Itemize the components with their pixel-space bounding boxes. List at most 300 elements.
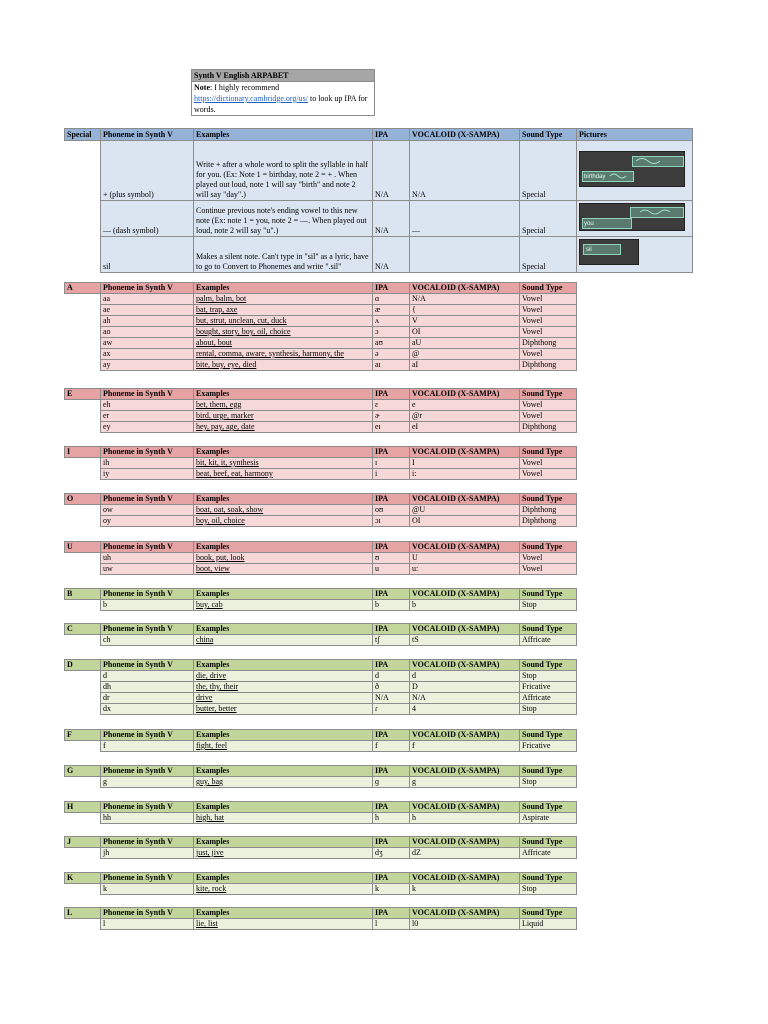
header-sound-type: Sound Type	[520, 624, 577, 635]
sound-type-cell: Vowel	[520, 305, 577, 316]
phoneme-cell: d	[101, 671, 194, 682]
header-sound-type: Sound Type	[520, 837, 577, 848]
sound-type-cell: Diphthong	[520, 360, 577, 371]
ipa-cell: N/A	[373, 141, 410, 201]
birthday-note-screenshot	[579, 151, 685, 187]
examples-cell: kite, rock	[194, 884, 373, 895]
header-vocaloid: VOCALOID (X-SAMPA)	[410, 730, 520, 741]
phoneme-cell: er	[101, 411, 194, 422]
vocaloid-cell: f	[410, 741, 520, 752]
phoneme-cell: g	[101, 777, 194, 788]
phoneme-cell: f	[101, 741, 194, 752]
examples-cell: boy, oil, choice	[194, 516, 373, 527]
examples-cell: drive	[194, 693, 373, 704]
header-vocaloid: VOCALOID (X-SAMPA)	[410, 624, 520, 635]
table-row	[65, 741, 577, 752]
phoneme-cell: ey	[101, 422, 194, 433]
sound-type-cell: Aspirate	[520, 813, 577, 824]
header-phoneme: Phoneme in Synth V	[101, 494, 194, 505]
table-row	[65, 316, 577, 327]
pictures-cell	[577, 237, 693, 273]
phoneme-cell: hh	[101, 813, 194, 824]
vocaloid-cell: l0	[410, 919, 520, 930]
header-sound-type: Sound Type	[520, 283, 577, 294]
header-ipa: IPA	[373, 389, 410, 400]
vocaloid-cell: e	[410, 400, 520, 411]
sound-type-cell: Fricative	[520, 741, 577, 752]
ipa-cell: oʊ	[373, 505, 410, 516]
pictures-cell	[577, 201, 693, 237]
header-phoneme: Phoneme in Synth V	[101, 589, 194, 600]
ipa-cell: æ	[373, 305, 410, 316]
cambridge-dictionary-link[interactable]: https://dictionary.cambridge.org/us/	[194, 94, 308, 103]
header-phoneme: Phoneme in Synth V	[101, 802, 194, 813]
header-examples: Examples	[194, 389, 373, 400]
table-row	[65, 564, 577, 575]
note-body	[192, 82, 374, 115]
section-header-row	[65, 283, 577, 294]
examples-cell: high, hat	[194, 813, 373, 824]
examples-cell: beat, beef, eat, harmony	[194, 469, 373, 480]
picture-lyric: you	[584, 221, 594, 227]
sound-type-cell: Special	[520, 237, 577, 273]
note-text-2: to look up IPA for words.	[194, 94, 368, 114]
vocaloid-cell: aI	[410, 360, 520, 371]
header-vocaloid: VOCALOID (X-SAMPA)	[410, 283, 520, 294]
header-sound-type: Sound Type	[520, 447, 577, 458]
header-ipa: IPA	[373, 542, 410, 553]
ipa-cell: ɡ	[373, 777, 410, 788]
special-row-plus	[65, 141, 693, 201]
section-letter: Special	[65, 129, 101, 141]
section-letter: A	[65, 283, 101, 294]
table-row	[65, 327, 577, 338]
table-row	[65, 600, 577, 611]
header-vocaloid: VOCALOID (X-SAMPA)	[410, 802, 520, 813]
ipa-cell: d	[373, 671, 410, 682]
section-table-e	[64, 388, 577, 433]
header-ipa: IPA	[373, 589, 410, 600]
examples-cell: bit, kit, it, synthesis	[194, 458, 373, 469]
phoneme-cell: uw	[101, 564, 194, 575]
sound-type-cell: Special	[520, 141, 577, 201]
sound-type-cell: Stop	[520, 671, 577, 682]
phoneme-cell: oy	[101, 516, 194, 527]
examples-cell: butter, better	[194, 704, 373, 715]
section-header-row	[65, 624, 577, 635]
header-examples: Examples	[194, 129, 373, 141]
header-ipa: IPA	[373, 660, 410, 671]
sound-type-cell: Diphthong	[520, 422, 577, 433]
header-examples: Examples	[194, 494, 373, 505]
examples-cell: Write + after a whole word to split the syllable in half for you. (Ex: Note 1 = birthday, note 2 = + . When played out loud, note 1 will say "birth" and note 2 will say "day".)	[194, 141, 373, 201]
header-sound-type: Sound Type	[520, 730, 577, 741]
header-phoneme: Phoneme in Synth V	[101, 129, 194, 141]
section-letter: I	[65, 447, 101, 458]
phoneme-cell: + (plus symbol)	[101, 141, 194, 201]
section-letter: C	[65, 624, 101, 635]
table-row	[65, 422, 577, 433]
header-phoneme: Phoneme in Synth V	[101, 542, 194, 553]
phoneme-cell: uh	[101, 553, 194, 564]
header-vocaloid: VOCALOID (X-SAMPA)	[410, 494, 520, 505]
sound-type-cell: Vowel	[520, 458, 577, 469]
header-ipa: IPA	[373, 730, 410, 741]
section-header-row	[65, 389, 577, 400]
vocaloid-cell: @	[410, 349, 520, 360]
header-examples: Examples	[194, 624, 373, 635]
vocaloid-cell: 4	[410, 704, 520, 715]
vocaloid-cell: N/A	[410, 294, 520, 305]
header-vocaloid: VOCALOID (X-SAMPA)	[410, 129, 520, 141]
section-header-row	[65, 542, 577, 553]
vocaloid-cell: aU	[410, 338, 520, 349]
phoneme-cell: ao	[101, 327, 194, 338]
header-vocaloid: VOCALOID (X-SAMPA)	[410, 389, 520, 400]
sound-type-cell: Stop	[520, 884, 577, 895]
sound-type-cell: Vowel	[520, 553, 577, 564]
vocaloid-cell: N/A	[410, 693, 520, 704]
header-ipa: IPA	[373, 873, 410, 884]
vocaloid-cell: k	[410, 884, 520, 895]
phoneme-cell: jh	[101, 848, 194, 859]
sound-type-cell: Vowel	[520, 411, 577, 422]
section-letter: D	[65, 660, 101, 671]
header-phoneme: Phoneme in Synth V	[101, 766, 194, 777]
table-row	[65, 671, 577, 682]
note-text-1: : I highly recommend	[210, 83, 280, 92]
table-row	[65, 704, 577, 715]
examples-cell: palm, balm, bot	[194, 294, 373, 305]
section-header-row	[65, 589, 577, 600]
table-row	[65, 693, 577, 704]
header-ipa: IPA	[373, 766, 410, 777]
ipa-cell: i	[373, 469, 410, 480]
section-header-row	[65, 766, 577, 777]
section-letter: K	[65, 873, 101, 884]
header-vocaloid: VOCALOID (X-SAMPA)	[410, 447, 520, 458]
table-row	[65, 813, 577, 824]
header-examples: Examples	[194, 283, 373, 294]
vocaloid-cell: @U	[410, 505, 520, 516]
examples-cell: bought, story, boy, oil, choice	[194, 327, 373, 338]
header-phoneme: Phoneme in Synth V	[101, 873, 194, 884]
table-row	[65, 884, 577, 895]
examples-cell: guy, bag	[194, 777, 373, 788]
examples-cell: book, put, look	[194, 553, 373, 564]
ipa-cell: k	[373, 884, 410, 895]
header-sound-type: Sound Type	[520, 766, 577, 777]
phoneme-cell: b	[101, 600, 194, 611]
header-vocaloid: VOCALOID (X-SAMPA)	[410, 837, 520, 848]
examples-cell: Continue previous note's ending vowel to this new note (Ex: note 1 = you, note 2 = —. When played out loud, note 2 will say "u".)	[194, 201, 373, 237]
vocaloid-cell: OI	[410, 516, 520, 527]
examples-cell: china	[194, 635, 373, 646]
section-letter: O	[65, 494, 101, 505]
header-vocaloid: VOCALOID (X-SAMPA)	[410, 873, 520, 884]
you-note-screenshot	[579, 203, 685, 231]
section-table-i	[64, 446, 577, 480]
picture-lyric: sil	[586, 247, 592, 253]
header-examples: Examples	[194, 908, 373, 919]
section-letter: J	[65, 837, 101, 848]
examples-cell: but, strut, unclean, cut, duck	[194, 316, 373, 327]
table-row	[65, 848, 577, 859]
header-ipa: IPA	[373, 129, 410, 141]
header-sound-type: Sound Type	[520, 908, 577, 919]
section-table-b	[64, 588, 577, 611]
examples-cell: bite, buy, eye, died	[194, 360, 373, 371]
sound-type-cell: Fricative	[520, 682, 577, 693]
special-row-sil	[65, 237, 693, 273]
table-row	[65, 305, 577, 316]
vocaloid-cell: b	[410, 600, 520, 611]
header-examples: Examples	[194, 766, 373, 777]
special-table	[64, 128, 693, 273]
header-phoneme: Phoneme in Synth V	[101, 624, 194, 635]
sound-type-cell: Diphthong	[520, 505, 577, 516]
vocaloid-cell: i:	[410, 469, 520, 480]
sound-type-cell: Stop	[520, 777, 577, 788]
table-row	[65, 516, 577, 527]
header-sound-type: Sound Type	[520, 589, 577, 600]
ipa-cell: u	[373, 564, 410, 575]
header-ipa: IPA	[373, 624, 410, 635]
section-table-f	[64, 729, 577, 752]
section-letter: E	[65, 389, 101, 400]
note-label: Note	[194, 83, 210, 92]
header-examples: Examples	[194, 589, 373, 600]
phoneme-cell: iy	[101, 469, 194, 480]
ipa-cell: ɪ	[373, 458, 410, 469]
header-vocaloid: VOCALOID (X-SAMPA)	[410, 908, 520, 919]
ipa-cell: N/A	[373, 201, 410, 237]
section-letter: B	[65, 589, 101, 600]
header-examples: Examples	[194, 447, 373, 458]
examples-cell: boot, view	[194, 564, 373, 575]
sound-type-cell: Affricate	[520, 848, 577, 859]
ipa-cell: aʊ	[373, 338, 410, 349]
ipa-cell: ɚ	[373, 411, 410, 422]
ipa-cell: dʒ	[373, 848, 410, 859]
section-letter: G	[65, 766, 101, 777]
examples-cell: buy, cab	[194, 600, 373, 611]
header-examples: Examples	[194, 730, 373, 741]
header-examples: Examples	[194, 542, 373, 553]
table-row	[65, 682, 577, 693]
section-table-g	[64, 765, 577, 788]
header-sound-type: Sound Type	[520, 542, 577, 553]
vocaloid-cell: tS	[410, 635, 520, 646]
header-examples: Examples	[194, 660, 373, 671]
ipa-cell: ð	[373, 682, 410, 693]
table-row	[65, 469, 577, 480]
sound-type-cell: Vowel	[520, 294, 577, 305]
header-pictures: Pictures	[577, 129, 693, 141]
header-examples: Examples	[194, 802, 373, 813]
phoneme-cell: ae	[101, 305, 194, 316]
phoneme-cell: ow	[101, 505, 194, 516]
phoneme-cell: — (dash symbol)	[101, 201, 194, 237]
section-header-row	[65, 494, 577, 505]
ipa-cell: tʃ	[373, 635, 410, 646]
sound-type-cell: Liquid	[520, 919, 577, 930]
table-row	[65, 411, 577, 422]
vocaloid-cell: d	[410, 671, 520, 682]
table-row	[65, 777, 577, 788]
section-header-row	[65, 908, 577, 919]
header-phoneme: Phoneme in Synth V	[101, 447, 194, 458]
header-sound-type: Sound Type	[520, 494, 577, 505]
header-ipa: IPA	[373, 494, 410, 505]
section-header-row	[65, 837, 577, 848]
vocaloid-cell: N/A	[410, 141, 520, 201]
phoneme-cell: ch	[101, 635, 194, 646]
phoneme-cell: aa	[101, 294, 194, 305]
ipa-cell: N/A	[373, 693, 410, 704]
section-header-row	[65, 660, 577, 671]
vocaloid-cell: —	[410, 201, 520, 237]
header-sound-type: Sound Type	[520, 660, 577, 671]
sound-type-cell: Vowel	[520, 316, 577, 327]
examples-cell: die, drive	[194, 671, 373, 682]
section-letter: U	[65, 542, 101, 553]
header-phoneme: Phoneme in Synth V	[101, 837, 194, 848]
vocaloid-cell: {	[410, 305, 520, 316]
examples-cell: lie, list	[194, 919, 373, 930]
ipa-cell: ə	[373, 349, 410, 360]
ipa-cell: f	[373, 741, 410, 752]
sound-type-cell: Affricate	[520, 635, 577, 646]
header-vocaloid: VOCALOID (X-SAMPA)	[410, 660, 520, 671]
header-sound-type: Sound Type	[520, 389, 577, 400]
ipa-cell: ɑ	[373, 294, 410, 305]
header-examples: Examples	[194, 837, 373, 848]
examples-cell: bat, trap, axe	[194, 305, 373, 316]
section-table-o	[64, 493, 577, 527]
document-title: Synth V English ARPABET	[192, 70, 374, 82]
examples-cell: boat, oat, soak, show	[194, 505, 373, 516]
phoneme-cell: ah	[101, 316, 194, 327]
section-header-row	[65, 802, 577, 813]
examples-cell: the, thy, their	[194, 682, 373, 693]
sound-type-cell: Diphthong	[520, 338, 577, 349]
section-letter: L	[65, 908, 101, 919]
header-vocaloid: VOCALOID (X-SAMPA)	[410, 542, 520, 553]
sound-type-cell: Special	[520, 201, 577, 237]
picture-lyric: birthday	[584, 174, 606, 180]
sound-type-cell: Vowel	[520, 564, 577, 575]
special-row-dash	[65, 201, 693, 237]
ipa-cell: ʌ	[373, 316, 410, 327]
section-letter: F	[65, 730, 101, 741]
phoneme-cell: sil	[101, 237, 194, 273]
section-header-row	[65, 873, 577, 884]
header-phoneme: Phoneme in Synth V	[101, 283, 194, 294]
header-sound-type: Sound Type	[520, 129, 577, 141]
section-table-c	[64, 623, 577, 646]
sil-note-screenshot	[579, 239, 639, 265]
examples-cell: bet, them, egg	[194, 400, 373, 411]
vocaloid-cell: h	[410, 813, 520, 824]
table-row	[65, 360, 577, 371]
examples-cell: about, bout	[194, 338, 373, 349]
header-phoneme: Phoneme in Synth V	[101, 908, 194, 919]
section-table-h	[64, 801, 577, 824]
section-letter: H	[65, 802, 101, 813]
ipa-cell: eɪ	[373, 422, 410, 433]
vocaloid-cell: U	[410, 553, 520, 564]
ipa-cell: ɛ	[373, 400, 410, 411]
ipa-cell: h	[373, 813, 410, 824]
sound-type-cell: Vowel	[520, 349, 577, 360]
ipa-cell: ʊ	[373, 553, 410, 564]
section-table-k	[64, 872, 577, 895]
table-row	[65, 400, 577, 411]
examples-cell: Makes a silent note. Can't type in "sil" as a lyric, have to go to Convert to Phonemes and write ".sil"	[194, 237, 373, 273]
vocaloid-cell: @r	[410, 411, 520, 422]
vocaloid-cell: OI	[410, 327, 520, 338]
header-ipa: IPA	[373, 447, 410, 458]
ipa-cell: N/A	[373, 237, 410, 273]
table-row	[65, 338, 577, 349]
phoneme-cell: k	[101, 884, 194, 895]
phoneme-cell: aw	[101, 338, 194, 349]
ipa-cell: aɪ	[373, 360, 410, 371]
ipa-cell: b	[373, 600, 410, 611]
examples-cell: hey, pay, age, date	[194, 422, 373, 433]
table-row	[65, 553, 577, 564]
header-ipa: IPA	[373, 837, 410, 848]
sound-type-cell: Vowel	[520, 327, 577, 338]
vocaloid-cell	[410, 237, 520, 273]
phoneme-cell: ay	[101, 360, 194, 371]
vocaloid-cell: eI	[410, 422, 520, 433]
sound-type-cell: Stop	[520, 600, 577, 611]
section-table-a	[64, 282, 577, 371]
phoneme-cell: ih	[101, 458, 194, 469]
vocaloid-cell: dZ	[410, 848, 520, 859]
section-header-row	[65, 730, 577, 741]
pictures-cell	[577, 141, 693, 201]
examples-cell: just, jive	[194, 848, 373, 859]
header-phoneme: Phoneme in Synth V	[101, 660, 194, 671]
table-row	[65, 458, 577, 469]
table-row	[65, 505, 577, 516]
header-vocaloid: VOCALOID (X-SAMPA)	[410, 589, 520, 600]
header-ipa: IPA	[373, 802, 410, 813]
header-sound-type: Sound Type	[520, 873, 577, 884]
section-table-d	[64, 659, 577, 715]
phoneme-cell: dh	[101, 682, 194, 693]
phoneme-cell: ax	[101, 349, 194, 360]
sound-type-cell: Affricate	[520, 693, 577, 704]
header-ipa: IPA	[373, 908, 410, 919]
header-ipa: IPA	[373, 283, 410, 294]
vocaloid-cell: g	[410, 777, 520, 788]
table-row	[65, 919, 577, 930]
phoneme-cell: eh	[101, 400, 194, 411]
phoneme-cell: dr	[101, 693, 194, 704]
ipa-cell: ɔɪ	[373, 516, 410, 527]
phoneme-cell: l	[101, 919, 194, 930]
ipa-cell: ɔ	[373, 327, 410, 338]
vocaloid-cell: D	[410, 682, 520, 693]
sound-type-cell: Diphthong	[520, 516, 577, 527]
section-header-row	[65, 447, 577, 458]
ipa-cell: l	[373, 919, 410, 930]
header-phoneme: Phoneme in Synth V	[101, 389, 194, 400]
